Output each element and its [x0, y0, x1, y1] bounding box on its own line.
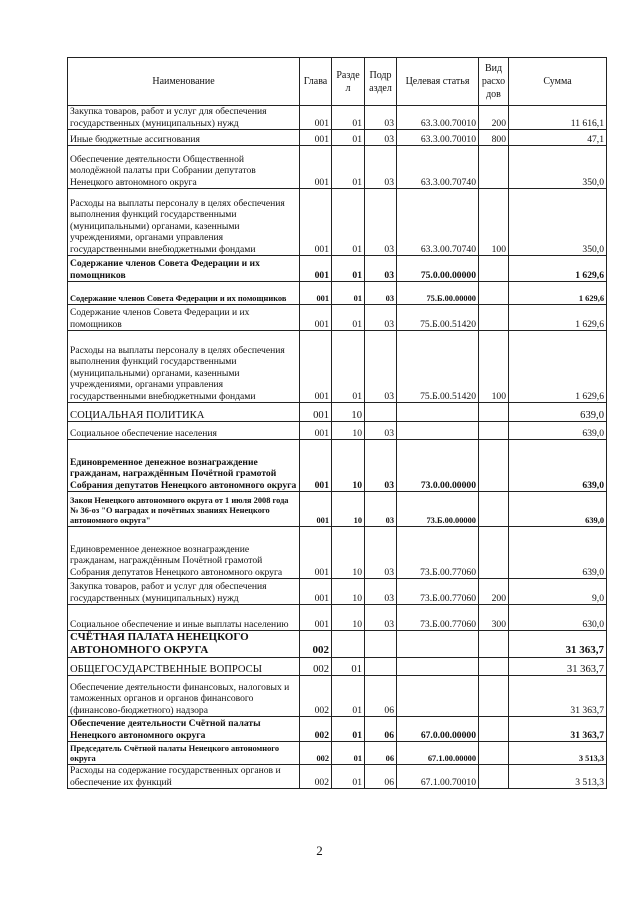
table-row — [68, 146, 607, 189]
cell-sum: 3 513,3 — [509, 742, 607, 765]
cell-subsection: 06 — [365, 765, 397, 789]
cell-target: 73.Б.00.77060 — [397, 605, 479, 631]
cell-name: Иные бюджетные ассигнования — [68, 130, 300, 146]
col-header-subsection: Подр аздел — [365, 58, 397, 106]
cell-name: ОБЩЕГОСУДАРСТВЕННЫЕ ВОПРОСЫ — [68, 658, 300, 676]
cell-target — [397, 676, 479, 717]
cell-exptype: 100 — [479, 331, 509, 403]
cell-chapter: 001 — [300, 492, 332, 527]
cell-target — [397, 631, 479, 658]
cell-exptype — [479, 256, 509, 282]
cell-sum: 31 363,7 — [509, 658, 607, 676]
cell-section: 01 — [332, 305, 365, 331]
cell-section: 01 — [332, 742, 365, 765]
col-header-exptype: Вид расхо дов — [479, 58, 509, 106]
cell-name: Председатель Счётной палаты Ненецкого автономного округа — [68, 742, 300, 765]
table-row — [68, 527, 607, 579]
cell-exptype: 800 — [479, 130, 509, 146]
cell-sum: 350,0 — [509, 146, 607, 189]
table-row — [68, 579, 607, 605]
cell-exptype: 200 — [479, 106, 509, 130]
cell-section: 10 — [332, 403, 365, 422]
cell-exptype: 200 — [479, 579, 509, 605]
cell-name: Расходы на выплаты персоналу в целях обеспечения выполнения функций государственными (муниципальными) органами, казенными учреждениями, органами управления государственными внебюджетными фондами — [68, 331, 300, 403]
cell-subsection: 03 — [365, 282, 397, 305]
cell-subsection: 03 — [365, 130, 397, 146]
cell-name: Единовременное денежное вознаграждение гражданам, награждённым Почётной грамотой Собрания депутатов Ненецкого автономного округа — [68, 527, 300, 579]
cell-sum: 350,0 — [509, 189, 607, 256]
table-row — [68, 282, 607, 305]
cell-chapter: 002 — [300, 742, 332, 765]
table-row — [68, 189, 607, 256]
table-row — [68, 256, 607, 282]
budget-table — [67, 57, 607, 789]
table-row — [68, 440, 607, 492]
cell-target: 63.3.00.70740 — [397, 146, 479, 189]
col-header-chapter: Глава — [300, 58, 332, 106]
cell-section — [332, 631, 365, 658]
cell-name: Обеспечение деятельности Счётной палаты Ненецкого автономного округа — [68, 717, 300, 742]
table-row — [68, 658, 607, 676]
cell-subsection — [365, 658, 397, 676]
cell-name: СЧЁТНАЯ ПАЛАТА НЕНЕЦКОГО АВТОНОМНОГО ОКРУГА — [68, 631, 300, 658]
cell-subsection — [365, 631, 397, 658]
cell-target: 73.Б.00.77060 — [397, 579, 479, 605]
cell-subsection: 06 — [365, 676, 397, 717]
cell-subsection: 03 — [365, 256, 397, 282]
cell-target: 63.3.00.70010 — [397, 106, 479, 130]
cell-subsection: 03 — [365, 422, 397, 440]
cell-chapter: 001 — [300, 527, 332, 579]
cell-name: Содержание членов Совета Федерации и их помощников — [68, 256, 300, 282]
cell-chapter: 002 — [300, 658, 332, 676]
cell-exptype — [479, 527, 509, 579]
cell-section: 01 — [332, 765, 365, 789]
cell-section: 01 — [332, 658, 365, 676]
cell-sum: 31 363,7 — [509, 676, 607, 717]
col-header-section: Разде л — [332, 58, 365, 106]
col-header-target: Целевая статья — [397, 58, 479, 106]
cell-exptype — [479, 658, 509, 676]
cell-sum: 31 363,7 — [509, 631, 607, 658]
table-row — [68, 717, 607, 742]
cell-target: 75.0.00.00000 — [397, 256, 479, 282]
cell-section: 01 — [332, 256, 365, 282]
cell-exptype — [479, 765, 509, 789]
cell-subsection: 03 — [365, 527, 397, 579]
cell-name: Единовременное денежное вознаграждение гражданам, награждённым Почётной грамотой Собрания депутатов Ненецкого автономного округа — [68, 440, 300, 492]
cell-sum: 639,0 — [509, 422, 607, 440]
cell-section: 10 — [332, 492, 365, 527]
cell-chapter: 001 — [300, 440, 332, 492]
cell-chapter: 001 — [300, 605, 332, 631]
cell-section: 01 — [332, 676, 365, 717]
cell-sum: 1 629,6 — [509, 331, 607, 403]
table-header-row — [68, 58, 607, 106]
cell-section: 01 — [332, 146, 365, 189]
cell-subsection: 03 — [365, 440, 397, 492]
cell-name: Закупка товаров, работ и услуг для обеспечения государственных (муниципальных) нужд — [68, 579, 300, 605]
cell-section: 10 — [332, 579, 365, 605]
cell-exptype — [479, 146, 509, 189]
table-row — [68, 765, 607, 789]
cell-subsection: 03 — [365, 146, 397, 189]
cell-name: Содержание членов Совета Федерации и их помощников — [68, 282, 300, 305]
cell-chapter: 002 — [300, 631, 332, 658]
cell-target: 75.Б.00.00000 — [397, 282, 479, 305]
cell-exptype — [479, 403, 509, 422]
cell-sum: 1 629,6 — [509, 256, 607, 282]
cell-sum: 3 513,3 — [509, 765, 607, 789]
cell-name: Закон Ненецкого автономного округа от 1 июля 2008 года № 36-оз "О наградах и почётных званиях Ненецкого автономного округа" — [68, 492, 300, 527]
cell-section: 01 — [332, 331, 365, 403]
cell-target — [397, 658, 479, 676]
cell-section: 10 — [332, 605, 365, 631]
cell-section: 01 — [332, 106, 365, 130]
cell-sum: 47,1 — [509, 130, 607, 146]
cell-target: 67.0.00.00000 — [397, 717, 479, 742]
cell-chapter: 001 — [300, 256, 332, 282]
cell-subsection: 06 — [365, 717, 397, 742]
cell-name: Обеспечение деятельности Общественной молодёжной палаты при Собрании депутатов Ненецкого автономного округа — [68, 146, 300, 189]
table-row — [68, 403, 607, 422]
cell-chapter: 001 — [300, 403, 332, 422]
cell-subsection: 03 — [365, 106, 397, 130]
table-row — [68, 331, 607, 403]
cell-exptype — [479, 631, 509, 658]
cell-section: 10 — [332, 440, 365, 492]
cell-subsection: 03 — [365, 305, 397, 331]
cell-name: СОЦИАЛЬНАЯ ПОЛИТИКА — [68, 403, 300, 422]
table-row — [68, 106, 607, 130]
cell-sum: 630,0 — [509, 605, 607, 631]
cell-name: Социальное обеспечение и иные выплаты населению — [68, 605, 300, 631]
cell-exptype: 100 — [479, 189, 509, 256]
cell-name: Закупка товаров, работ и услуг для обеспечения государственных (муниципальных) нужд — [68, 106, 300, 130]
table-row — [68, 676, 607, 717]
cell-subsection: 03 — [365, 492, 397, 527]
cell-section: 01 — [332, 717, 365, 742]
cell-chapter: 001 — [300, 305, 332, 331]
cell-chapter: 001 — [300, 189, 332, 256]
cell-exptype — [479, 282, 509, 305]
cell-sum: 31 363,7 — [509, 717, 607, 742]
cell-target: 63.3.00.70740 — [397, 189, 479, 256]
cell-exptype — [479, 440, 509, 492]
cell-target: 75.Б.00.51420 — [397, 331, 479, 403]
cell-sum: 9,0 — [509, 579, 607, 605]
cell-sum: 639,0 — [509, 492, 607, 527]
cell-target: 67.1.00.00000 — [397, 742, 479, 765]
cell-chapter: 001 — [300, 130, 332, 146]
cell-chapter: 001 — [300, 422, 332, 440]
cell-chapter: 002 — [300, 765, 332, 789]
cell-name: Расходы на содержание государственных органов и обеспечение их функций — [68, 765, 300, 789]
cell-sum: 1 629,6 — [509, 305, 607, 331]
cell-exptype — [479, 422, 509, 440]
cell-target: 67.1.00.70010 — [397, 765, 479, 789]
page-number: 2 — [316, 843, 323, 858]
table-row — [68, 130, 607, 146]
cell-subsection: 03 — [365, 189, 397, 256]
cell-chapter: 001 — [300, 331, 332, 403]
cell-section: 01 — [332, 130, 365, 146]
cell-target — [397, 403, 479, 422]
cell-name: Содержание членов Совета Федерации и их помощников — [68, 305, 300, 331]
cell-chapter: 001 — [300, 579, 332, 605]
cell-target: 73.Б.00.77060 — [397, 527, 479, 579]
cell-section: 10 — [332, 527, 365, 579]
cell-exptype — [479, 676, 509, 717]
cell-section: 01 — [332, 282, 365, 305]
table-row — [68, 631, 607, 658]
cell-subsection: 03 — [365, 331, 397, 403]
cell-sum: 639,0 — [509, 440, 607, 492]
cell-subsection: 06 — [365, 742, 397, 765]
cell-subsection: 03 — [365, 579, 397, 605]
cell-chapter: 001 — [300, 106, 332, 130]
cell-target: 63.3.00.70010 — [397, 130, 479, 146]
cell-sum: 639,0 — [509, 403, 607, 422]
col-header-name: Наименование — [68, 58, 300, 106]
cell-exptype — [479, 492, 509, 527]
cell-name: Обеспечение деятельности финансовых, налоговых и таможенных органов и органов финансового (финансово-бюджетного) надзора — [68, 676, 300, 717]
col-header-sum: Сумма — [509, 58, 607, 106]
cell-exptype — [479, 717, 509, 742]
table-body — [68, 106, 607, 789]
cell-name: Расходы на выплаты персоналу в целях обеспечения выполнения функций государственными (муниципальными) органами, казенными учреждениями, органами управления государственными внебюджетными фондами — [68, 189, 300, 256]
table-row — [68, 605, 607, 631]
cell-chapter: 002 — [300, 676, 332, 717]
table-row — [68, 305, 607, 331]
cell-sum: 639,0 — [509, 527, 607, 579]
cell-subsection — [365, 403, 397, 422]
cell-exptype — [479, 305, 509, 331]
cell-target: 73.0.00.00000 — [397, 440, 479, 492]
cell-exptype: 300 — [479, 605, 509, 631]
cell-sum: 1 629,6 — [509, 282, 607, 305]
cell-chapter: 002 — [300, 717, 332, 742]
cell-target: 73.Б.00.00000 — [397, 492, 479, 527]
table-row — [68, 742, 607, 765]
cell-section: 10 — [332, 422, 365, 440]
cell-target — [397, 422, 479, 440]
cell-sum: 11 616,1 — [509, 106, 607, 130]
table-row — [68, 422, 607, 440]
cell-target: 75.Б.00.51420 — [397, 305, 479, 331]
cell-name: Социальное обеспечение населения — [68, 422, 300, 440]
table-row — [68, 492, 607, 527]
cell-chapter: 001 — [300, 146, 332, 189]
cell-chapter: 001 — [300, 282, 332, 305]
cell-section: 01 — [332, 189, 365, 256]
cell-exptype — [479, 742, 509, 765]
cell-subsection: 03 — [365, 605, 397, 631]
